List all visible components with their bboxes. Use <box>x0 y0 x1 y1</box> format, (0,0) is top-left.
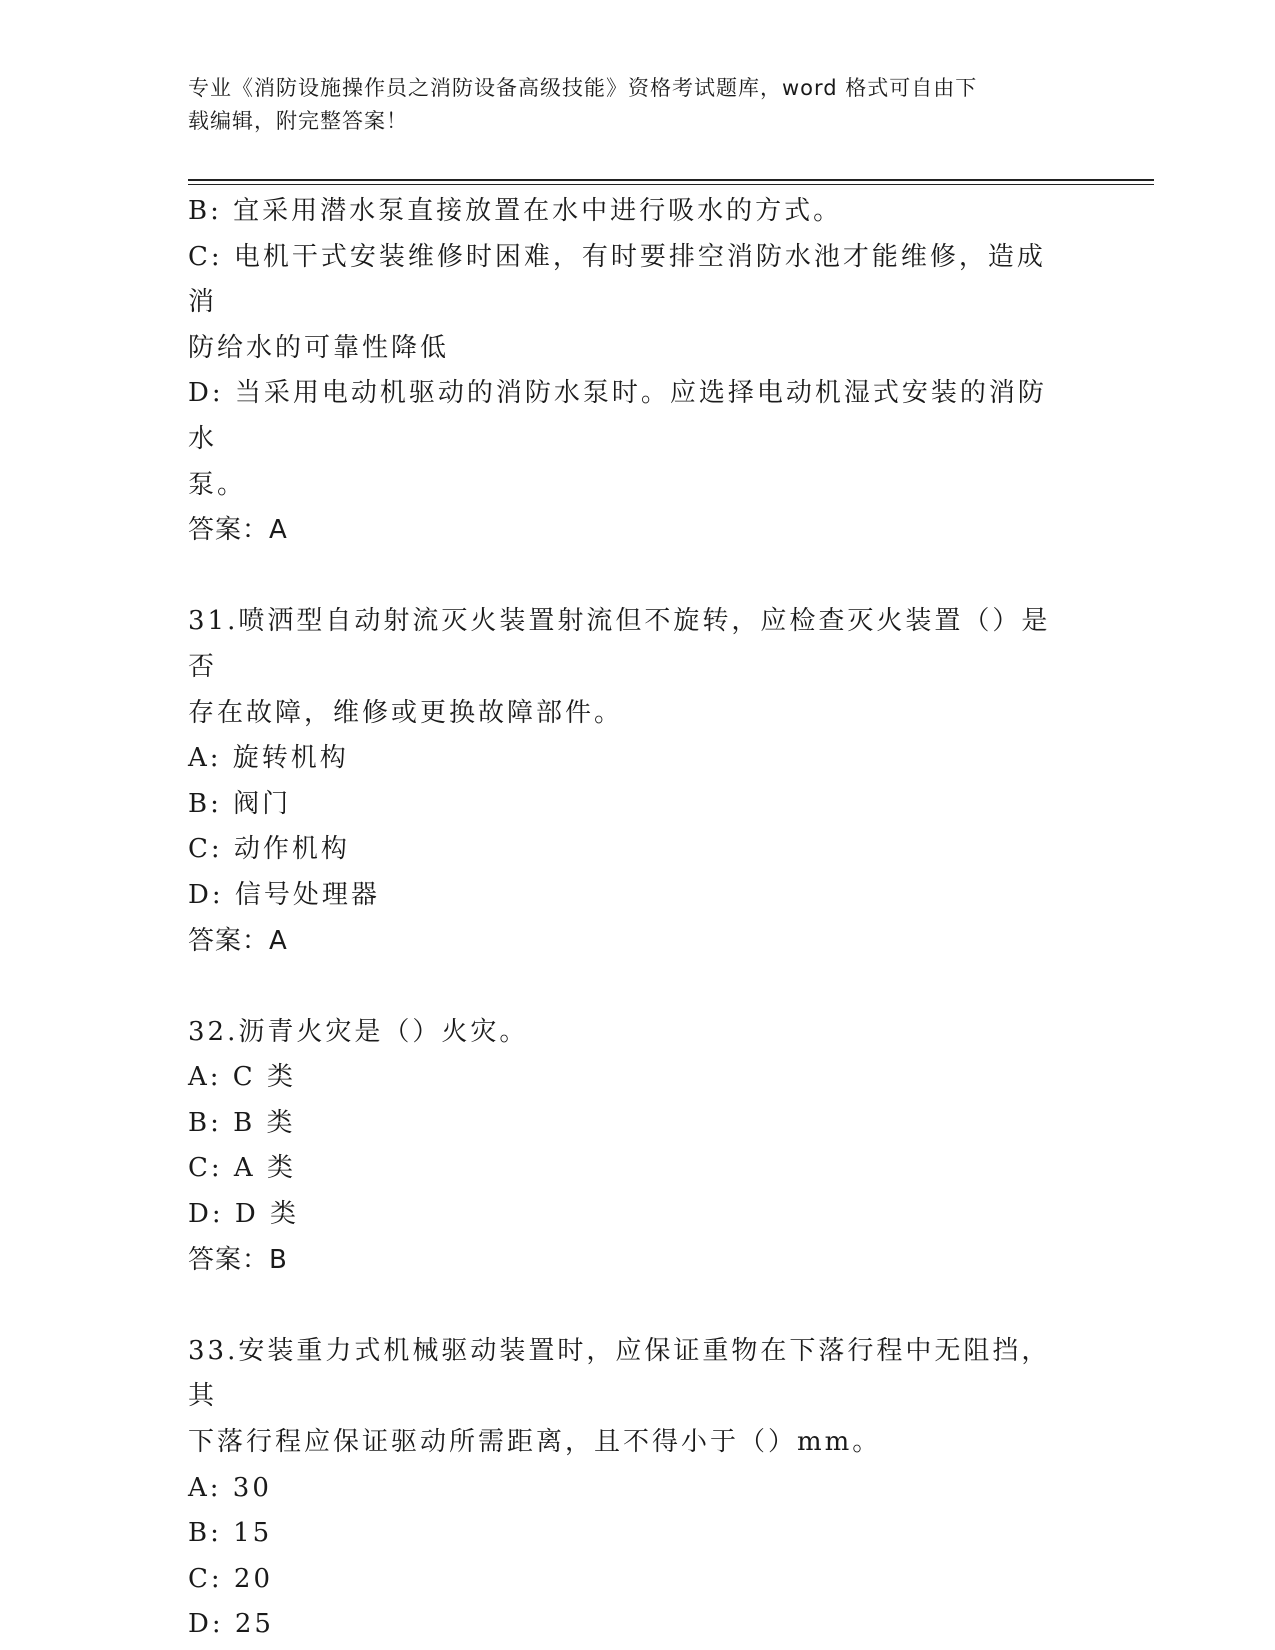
header-divider-thin <box>188 184 1154 185</box>
option-d: D: 信号处理器 <box>188 879 380 910</box>
option-a: A: 30 <box>188 1472 272 1503</box>
option-line: C: 电机干式安装维修时困难，有时要排空消防水池才能维修，造成消 <box>188 241 1046 318</box>
option-a: A: C 类 <box>188 1062 296 1093</box>
spacer <box>188 554 1068 600</box>
header-divider-thick <box>188 179 1154 181</box>
question-31 <box>188 599 1068 964</box>
question-32 <box>188 1010 1068 1284</box>
question-content <box>188 189 1068 1648</box>
spacer <box>188 964 1068 1010</box>
spacer <box>188 1283 1068 1329</box>
question-33 <box>188 1329 1068 1648</box>
option-line: 防给水的可靠性降低 <box>188 332 450 363</box>
question-stem: 31.喷洒型自动射流灭火装置射流但不旋转，应检查灭火装置（）是否 <box>188 606 1051 682</box>
option-b: B: 阀门 <box>188 788 292 819</box>
header-line-1: 专业《消防设施操作员之消防设备高级技能》资格考试题库，word 格式可自由下 <box>188 76 978 100</box>
option-c: C: 动作机构 <box>188 834 350 865</box>
question-stem: 32.沥青火灾是（）火灾。 <box>188 1016 529 1047</box>
option-c: C: 20 <box>188 1563 274 1594</box>
option-line: D: 当采用电动机驱动的消防水泵时。应选择电动机湿式安装的消防水 <box>188 378 1047 454</box>
option-d: D: D 类 <box>188 1199 299 1230</box>
question-stem: 33.安装重力式机械驱动装置时，应保证重物在下落行程中无阻挡，其 <box>188 1335 1051 1412</box>
answer-line: 答案：B <box>188 1244 288 1275</box>
question-stem: 下落行程应保证驱动所需距离，且不得小于（）mm。 <box>188 1427 882 1458</box>
question-stem: 存在故障，维修或更换故障部件。 <box>188 697 624 728</box>
option-b: B: B 类 <box>188 1107 296 1138</box>
option-c: C: A 类 <box>188 1153 296 1184</box>
document-header <box>188 72 1068 138</box>
option-a: A: 旋转机构 <box>188 743 349 774</box>
prev-question-block <box>188 189 1068 554</box>
option-d: D: 25 <box>188 1609 274 1640</box>
header-line-2: 载编辑，附完整答案！ <box>188 109 408 133</box>
answer-line: 答案：A <box>188 925 288 956</box>
option-b: B: 15 <box>188 1518 273 1549</box>
answer-line: 答案：A <box>188 515 288 546</box>
option-line: B: 宜采用潜水泵直接放置在水中进行吸水的方式。 <box>188 196 843 226</box>
option-line: 泵。 <box>188 469 247 500</box>
